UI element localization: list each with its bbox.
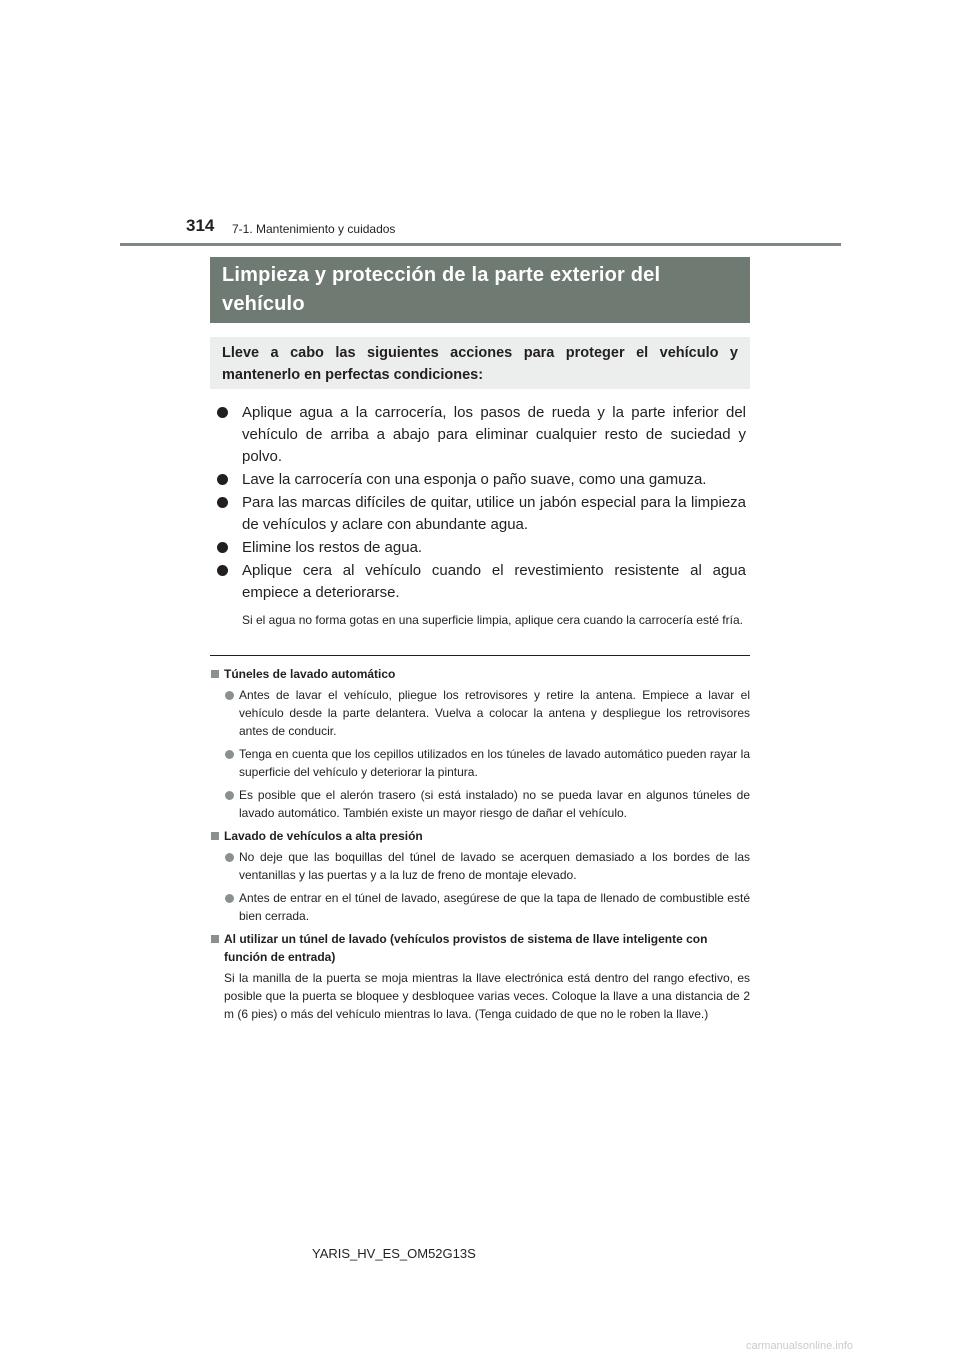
list-item: Aplique cera al vehículo cuando el revestimiento resistente al agua empiece a deteriorarse. Si el agua no forma gotas en una superficie limpia, aplique cera cuando la carrocería esté fría. (216, 560, 746, 630)
bullet-icon (225, 691, 234, 700)
bullet-icon (225, 894, 234, 903)
note-heading-automatic-wash: Túneles de lavado automático (210, 665, 750, 683)
bullet-icon (217, 565, 228, 576)
wax-note: Si el agua no forma gotas en una superficie limpia, aplique cera cuando la carrocería esté fría. (242, 613, 743, 627)
notes-divider (210, 655, 750, 656)
list-item: Para las marcas difíciles de quitar, utilice un jabón especial para la limpieza de vehículos y aclare con abundante agua. (216, 492, 746, 536)
section-reference: 7-1. Mantenimiento y cuidados (232, 222, 396, 236)
list-item: Aplique agua a la carrocería, los pasos de rueda y la parte inferior del vehículo de arriba a abajo para eliminar cualquier resto de suciedad y polvo. (216, 402, 746, 468)
bullet-icon (217, 497, 228, 508)
intro-box (210, 337, 750, 389)
note-heading-smart-key: Al utilizar un túnel de lavado (vehículos provistos de sistema de llave inteligente con función de entrada) (210, 930, 750, 966)
page-title: Limpieza y protección de la parte exterior del vehículo (222, 264, 661, 315)
bullet-icon (217, 542, 228, 553)
note-item: No deje que las boquillas del túnel de lavado se acerquen demasiado a los bordes de las ventanillas y las puertas y a la luz de freno de montaje elevado. (210, 848, 750, 884)
footer-code: YARIS_HV_ES_OM52G13S (312, 1246, 476, 1261)
note-item: Antes de lavar el vehículo, pliegue los retrovisores y retire la antena. Empiece a lavar el vehículo desde la parte delantera. Vuelva a colocar la antena y despliegue los retrovisores antes de conducir. (210, 686, 750, 740)
note-item: Antes de entrar en el túnel de lavado, asegúrese de que la tapa de llenado de combustible esté bien cerrada. (210, 889, 750, 925)
intro-text: Lleve a cabo las siguientes acciones para proteger el vehículo y mantenerlo en perfectas condiciones: (222, 345, 738, 383)
main-steps-list (216, 402, 746, 631)
note-heading-high-pressure: Lavado de vehículos a alta presión (210, 827, 750, 845)
notes-section (210, 665, 750, 1023)
note-paragraph: Si la manilla de la puerta se moja mientras la llave electrónica está dentro del rango efectivo, es posible que la puerta se bloquee y desbloquee varias veces. Coloque la llave a una distancia de 2 m (6 pies) o más del vehículo mientras lo lava. (Tenga cuidado de que no le roben la llave.) (224, 971, 750, 1021)
square-bullet-icon (211, 670, 219, 678)
watermark: carmanualsonline.info (746, 1340, 854, 1352)
bullet-icon (217, 474, 228, 485)
title-banner (210, 257, 750, 323)
bullet-icon (225, 750, 234, 759)
bullet-icon (225, 853, 234, 862)
note-item: Tenga en cuenta que los cepillos utilizados en los túneles de lavado automático pueden rayar la superficie del vehículo y deteriorar la pintura. (210, 745, 750, 781)
note-item: Es posible que el alerón trasero (si está instalado) no se pueda lavar en algunos túneles de lavado automático. También existe un mayor riesgo de dañar el vehículo. (210, 786, 750, 822)
list-item: Elimine los restos de agua. (216, 537, 746, 559)
square-bullet-icon (211, 935, 219, 943)
header-rule (120, 243, 841, 246)
square-bullet-icon (211, 832, 219, 840)
list-item: Lave la carrocería con una esponja o paño suave, como una gamuza. (216, 469, 746, 491)
bullet-icon (217, 407, 228, 418)
page-number: 314 (186, 216, 215, 235)
bullet-icon (225, 791, 234, 800)
